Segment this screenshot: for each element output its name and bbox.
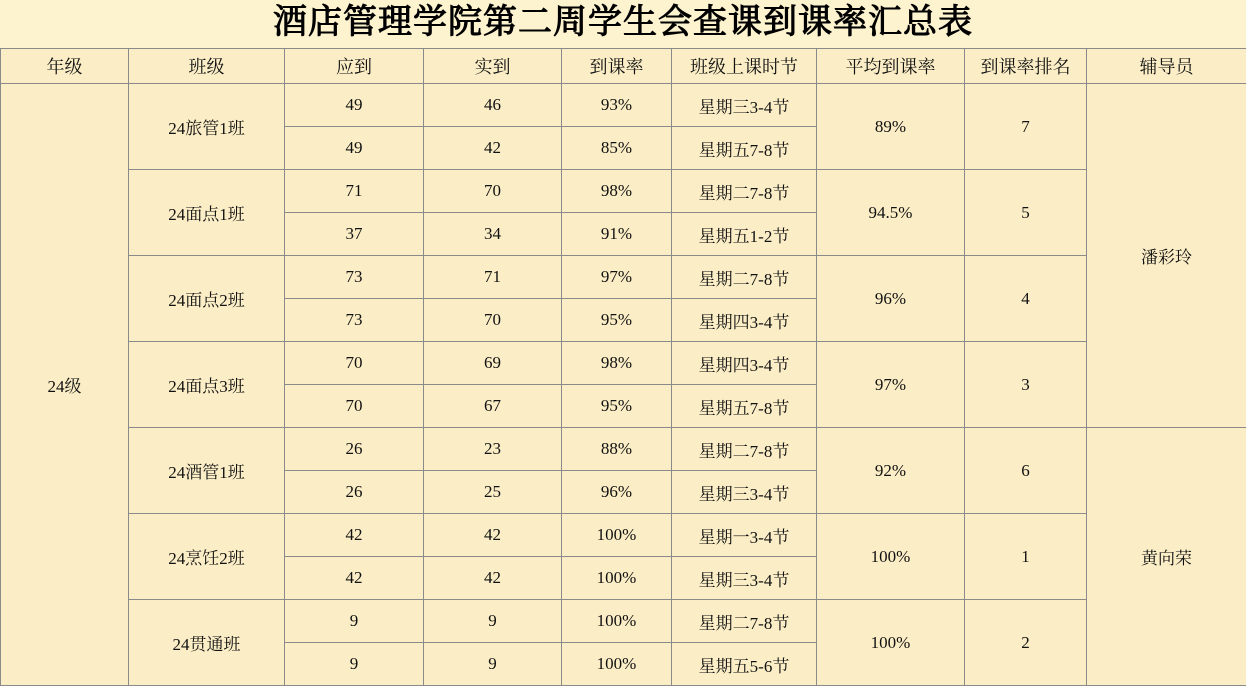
header-cell-actual: 实到 xyxy=(424,49,562,84)
attendance-table xyxy=(0,48,1246,686)
cell-class: 24旅管1班 xyxy=(129,84,285,170)
cell-time: 星期二7-8节 xyxy=(672,600,817,643)
cell-class: 24面点2班 xyxy=(129,256,285,342)
table-body xyxy=(1,84,1246,686)
cell-rate: 85% xyxy=(562,127,672,170)
table-row xyxy=(1,514,1246,557)
cell-due: 70 xyxy=(285,385,424,428)
cell-time: 星期三3-4节 xyxy=(672,557,817,600)
table-row xyxy=(1,84,1246,127)
cell-due: 9 xyxy=(285,600,424,643)
cell-due: 70 xyxy=(285,342,424,385)
cell-actual: 70 xyxy=(424,299,562,342)
cell-rate: 93% xyxy=(562,84,672,127)
cell-class: 24烹饪2班 xyxy=(129,514,285,600)
header-cell-due: 应到 xyxy=(285,49,424,84)
header-cell-average: 平均到课率 xyxy=(817,49,965,84)
cell-due: 9 xyxy=(285,643,424,686)
cell-rank: 1 xyxy=(965,514,1087,600)
cell-average: 89% xyxy=(817,84,965,170)
cell-due: 42 xyxy=(285,557,424,600)
cell-rate: 100% xyxy=(562,643,672,686)
cell-time: 星期二7-8节 xyxy=(672,428,817,471)
cell-due: 73 xyxy=(285,299,424,342)
cell-actual: 42 xyxy=(424,557,562,600)
header-cell-time: 班级上课时节 xyxy=(672,49,817,84)
cell-actual: 67 xyxy=(424,385,562,428)
cell-average: 100% xyxy=(817,600,965,686)
cell-due: 26 xyxy=(285,471,424,514)
cell-time: 星期四3-4节 xyxy=(672,299,817,342)
cell-due: 49 xyxy=(285,127,424,170)
cell-rate: 96% xyxy=(562,471,672,514)
cell-actual: 46 xyxy=(424,84,562,127)
page-title: 酒店管理学院第二周学生会查课到课率汇总表 xyxy=(0,0,1246,48)
cell-due: 73 xyxy=(285,256,424,299)
cell-rate: 95% xyxy=(562,385,672,428)
cell-actual: 42 xyxy=(424,127,562,170)
cell-class: 24酒管1班 xyxy=(129,428,285,514)
cell-due: 71 xyxy=(285,170,424,213)
table-row xyxy=(1,428,1246,471)
cell-average: 94.5% xyxy=(817,170,965,256)
header-cell-ranking: 到课率排名 xyxy=(965,49,1087,84)
cell-average: 100% xyxy=(817,514,965,600)
cell-average: 92% xyxy=(817,428,965,514)
cell-actual: 9 xyxy=(424,600,562,643)
cell-rate: 100% xyxy=(562,557,672,600)
cell-actual: 23 xyxy=(424,428,562,471)
cell-rank: 6 xyxy=(965,428,1087,514)
header-row xyxy=(1,49,1246,84)
cell-time: 星期一3-4节 xyxy=(672,514,817,557)
cell-time: 星期二7-8节 xyxy=(672,256,817,299)
cell-time: 星期五1-2节 xyxy=(672,213,817,256)
cell-actual: 34 xyxy=(424,213,562,256)
cell-time: 星期二7-8节 xyxy=(672,170,817,213)
cell-rate: 98% xyxy=(562,342,672,385)
cell-rank: 3 xyxy=(965,342,1087,428)
cell-class: 24贯通班 xyxy=(129,600,285,686)
cell-rate: 100% xyxy=(562,600,672,643)
cell-actual: 25 xyxy=(424,471,562,514)
cell-rate: 97% xyxy=(562,256,672,299)
cell-rate: 98% xyxy=(562,170,672,213)
cell-average: 96% xyxy=(817,256,965,342)
cell-actual: 71 xyxy=(424,256,562,299)
cell-rate: 88% xyxy=(562,428,672,471)
cell-rate: 100% xyxy=(562,514,672,557)
table-row xyxy=(1,342,1246,385)
cell-average: 97% xyxy=(817,342,965,428)
cell-due: 26 xyxy=(285,428,424,471)
cell-rank: 7 xyxy=(965,84,1087,170)
cell-time: 星期五5-6节 xyxy=(672,643,817,686)
cell-actual: 9 xyxy=(424,643,562,686)
cell-time: 星期五7-8节 xyxy=(672,127,817,170)
cell-actual: 70 xyxy=(424,170,562,213)
cell-time: 星期五7-8节 xyxy=(672,385,817,428)
cell-rank: 5 xyxy=(965,170,1087,256)
cell-due: 49 xyxy=(285,84,424,127)
header-cell-counselor: 辅导员 xyxy=(1087,49,1246,84)
header-cell-class: 班级 xyxy=(129,49,285,84)
cell-rate: 91% xyxy=(562,213,672,256)
table-row xyxy=(1,170,1246,213)
cell-time: 星期三3-4节 xyxy=(672,84,817,127)
cell-counselor: 黄向荣 xyxy=(1087,428,1246,686)
cell-time: 星期四3-4节 xyxy=(672,342,817,385)
table-header xyxy=(1,49,1246,84)
table-row xyxy=(1,600,1246,643)
header-cell-grade: 年级 xyxy=(1,49,129,84)
cell-time: 星期三3-4节 xyxy=(672,471,817,514)
cell-actual: 42 xyxy=(424,514,562,557)
cell-counselor: 潘彩玲 xyxy=(1087,84,1246,428)
cell-rate: 95% xyxy=(562,299,672,342)
cell-due: 42 xyxy=(285,514,424,557)
header-cell-rate: 到课率 xyxy=(562,49,672,84)
cell-actual: 69 xyxy=(424,342,562,385)
cell-rank: 4 xyxy=(965,256,1087,342)
cell-grade: 24级 xyxy=(1,84,129,686)
cell-due: 37 xyxy=(285,213,424,256)
table-row xyxy=(1,256,1246,299)
cell-class: 24面点1班 xyxy=(129,170,285,256)
cell-class: 24面点3班 xyxy=(129,342,285,428)
cell-rank: 2 xyxy=(965,600,1087,686)
